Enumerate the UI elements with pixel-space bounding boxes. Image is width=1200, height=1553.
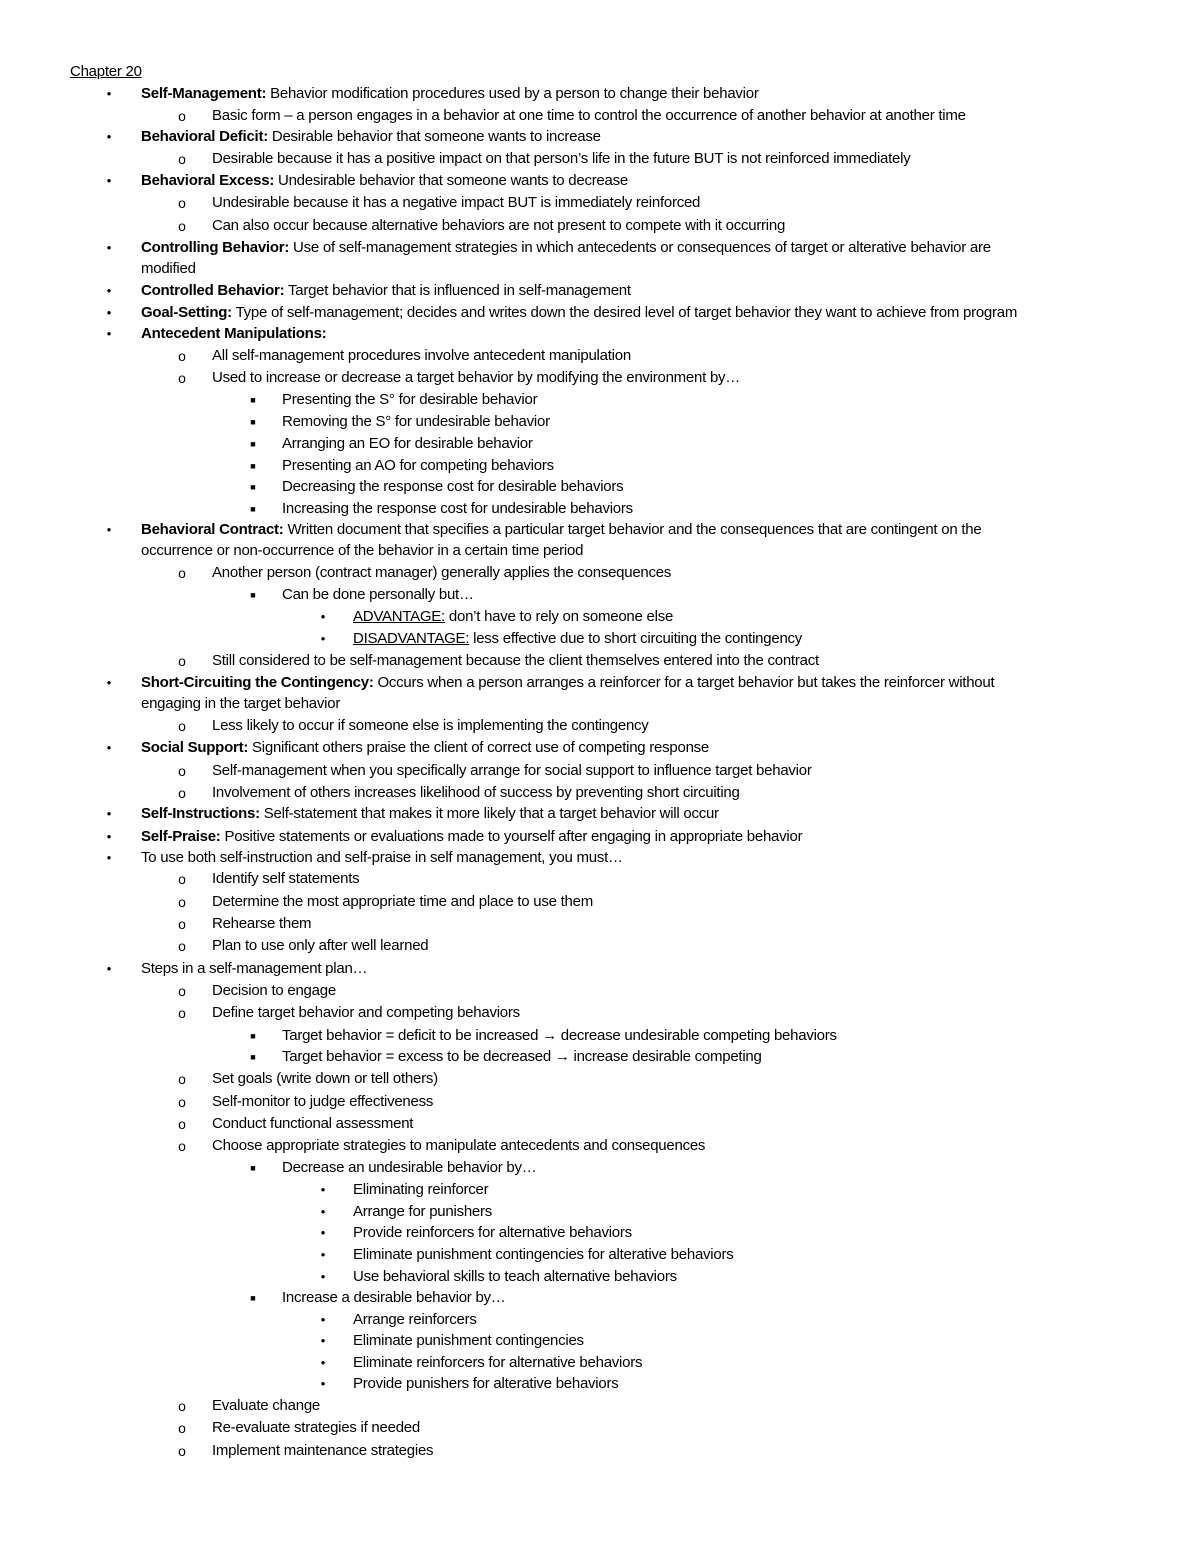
definition-text: occurrence or non-occurrence of the behavior in a certain time period <box>141 542 584 559</box>
list-item-text <box>141 281 631 301</box>
definition-text: Behavior modification procedures used by a person to change their behavior <box>266 85 759 102</box>
list-item-text <box>212 563 671 583</box>
bullet-marker: ■ <box>250 439 256 449</box>
definition-text: Define target behavior and competing behaviors <box>212 1004 520 1021</box>
bullet-marker: o <box>178 1420 186 1436</box>
bullet-marker: o <box>178 983 186 999</box>
bullet-marker: o <box>178 1116 186 1132</box>
bullet-marker: • <box>320 1312 326 1327</box>
definition-text: Self-monitor to judge effectiveness <box>212 1093 434 1110</box>
definition-text: Rehearse them <box>212 915 312 932</box>
list-item-text <box>141 541 583 561</box>
definition-text: Use of self-management strategies in which antecedents or consequences of target or alterative behavior are <box>289 239 991 256</box>
definition-text: Can also occur because alternative behaviors are not present to compete with it occurring <box>212 217 786 234</box>
definition-text: Plan to use only after well learned <box>212 937 429 954</box>
definition-text: Presenting an AO for competing behaviors <box>282 457 554 474</box>
list-item-text <box>353 1180 488 1200</box>
list-item-text <box>282 412 550 432</box>
term-label: Social Support: <box>141 739 249 756</box>
bullet-marker: o <box>178 871 186 887</box>
list-item-text <box>141 673 994 693</box>
bullet-marker: o <box>178 565 186 581</box>
list-item-text <box>212 1069 438 1089</box>
bullet-marker: • <box>106 522 112 537</box>
bullet-marker: o <box>178 938 186 954</box>
list-item-text <box>353 1223 632 1243</box>
definition-text: don’t have to rely on someone else <box>444 608 674 625</box>
list-item-text <box>212 1092 433 1112</box>
definition-text: Eliminate punishment contingencies <box>353 1332 584 1349</box>
bullet-marker: o <box>178 218 186 234</box>
definition-text: Self-management when you specifically arrange for social support to influence target behavior <box>212 762 812 779</box>
list-item-text <box>212 869 359 889</box>
term-label: Short-Circuiting the Contingency: <box>141 674 374 691</box>
bullet-marker: • <box>320 1247 326 1262</box>
definition-text: Target behavior = deficit to be increased → decrease undesirable competing behaviors <box>282 1027 837 1044</box>
list-item-text <box>141 959 367 979</box>
definition-text: Self-statement that makes it more likely that a target behavior will occur <box>259 805 719 822</box>
definition-text: Undesirable behavior that someone wants to decrease <box>274 172 628 189</box>
bullet-marker: • <box>106 675 112 690</box>
definition-text: Decrease an undesirable behavior by… <box>282 1159 537 1176</box>
definition-text: Choose appropriate strategies to manipulate antecedents and consequences <box>212 1137 706 1154</box>
definition-text: Still considered to be self-management because the client themselves entered into the contract <box>212 652 819 669</box>
bullet-marker: o <box>178 370 186 386</box>
list-item-text <box>141 171 628 191</box>
list-item-text <box>70 62 142 82</box>
bullet-marker: ■ <box>250 590 256 600</box>
bullet-marker: • <box>106 850 112 865</box>
term-label: Controlling Behavior: <box>141 239 290 256</box>
list-item-text <box>212 892 593 912</box>
bullet-marker: o <box>178 108 186 124</box>
list-item-text <box>353 1267 677 1287</box>
definition-text: Arrange for punishers <box>353 1203 492 1220</box>
bullet-marker: o <box>178 718 186 734</box>
bullet-marker: o <box>178 151 186 167</box>
list-item-text <box>282 390 537 410</box>
definition-text: To use both self-instruction and self-praise in self management, you must… <box>141 849 623 866</box>
bullet-marker: o <box>178 348 186 364</box>
list-item-text <box>212 106 966 126</box>
list-item-text <box>282 1047 762 1067</box>
list-item-text <box>282 477 623 497</box>
list-item-text <box>282 1288 506 1308</box>
definition-text: Target behavior that is influenced in self-management <box>284 282 631 299</box>
definition-text: Provide reinforcers for alternative behaviors <box>353 1224 632 1241</box>
bullet-marker: ■ <box>250 395 256 405</box>
list-item-text <box>141 238 991 258</box>
definition-text: Set goals (write down or tell others) <box>212 1070 438 1087</box>
list-item-text <box>282 1158 537 1178</box>
term-label: Behavioral Deficit: <box>141 128 268 145</box>
bullet-marker: o <box>178 1094 186 1110</box>
definition-text: less effective due to short circuiting the contingency <box>469 630 803 647</box>
list-item-text <box>212 981 336 1001</box>
bullet-marker: • <box>320 1376 326 1391</box>
definition-text: Implement maintenance strategies <box>212 1442 434 1459</box>
list-item-text <box>353 1331 584 1351</box>
term-label: Self-Praise: <box>141 828 221 845</box>
term-label: DISADVANTAGE: <box>353 630 470 647</box>
list-item-text <box>212 1114 413 1134</box>
bullet-marker: • <box>106 240 112 255</box>
definition-text: Positive statements or evaluations made to yourself after engaging in appropriate behavior <box>220 828 803 845</box>
definition-text: Another person (contract manager) generally applies the consequences <box>212 564 672 581</box>
bullet-marker: ■ <box>250 417 256 427</box>
list-item-text <box>282 499 633 519</box>
bullet-marker: o <box>178 763 186 779</box>
bullet-marker: ■ <box>250 504 256 514</box>
list-item-text <box>141 520 981 540</box>
list-item-text <box>353 607 673 627</box>
bullet-marker: • <box>106 305 112 320</box>
bullet-marker: • <box>320 1182 326 1197</box>
definition-text: Chapter 20 <box>70 63 142 80</box>
bullet-marker: ■ <box>250 482 256 492</box>
list-item-text <box>353 629 802 649</box>
bullet-marker: o <box>178 195 186 211</box>
list-item-text <box>212 1418 420 1438</box>
bullet-marker: o <box>178 1138 186 1154</box>
definition-text: Involvement of others increases likelihood of success by preventing short circuiting <box>212 784 740 801</box>
definition-text: All self-management procedures involve antecedent manipulation <box>212 347 631 364</box>
list-item-text <box>282 434 533 454</box>
list-item-text <box>212 1396 320 1416</box>
definition-text: Written document that specifies a particular target behavior and the consequences that are contingent on the <box>283 521 982 538</box>
term-label: Goal-Setting: <box>141 304 232 321</box>
bullet-marker: • <box>320 1225 326 1240</box>
definition-text: Less likely to occur if someone else is implementing the contingency <box>212 717 649 734</box>
bullet-marker: • <box>106 829 112 844</box>
list-item-text <box>212 1136 705 1156</box>
definition-text: Type of self-management; decides and writes down the desired level of target behavior they want to achieve from program <box>231 304 1018 321</box>
bullet-marker: o <box>178 1443 186 1459</box>
definition-text: Desirable behavior that someone wants to increase <box>267 128 601 145</box>
definition-text: Can be done personally but… <box>282 586 474 603</box>
bullet-marker: • <box>106 283 112 298</box>
bullet-marker: • <box>106 740 112 755</box>
term-label: Behavioral Excess: <box>141 172 275 189</box>
list-item-text <box>212 216 785 236</box>
list-item-text <box>353 1374 618 1394</box>
term-label: ADVANTAGE: <box>353 608 445 625</box>
bullet-marker: • <box>106 806 112 821</box>
list-item-text <box>141 804 719 824</box>
list-item-text <box>141 127 601 147</box>
bullet-marker: ■ <box>250 1052 256 1062</box>
definition-text: Used to increase or decrease a target behavior by modifying the environment by… <box>212 369 741 386</box>
list-item-text <box>212 783 740 803</box>
list-item-text <box>141 694 340 714</box>
definition-text: Arranging an EO for desirable behavior <box>282 435 533 452</box>
term-label: Behavioral Contract: <box>141 521 284 538</box>
bullet-marker: • <box>320 1333 326 1348</box>
bullet-marker: o <box>178 894 186 910</box>
list-item-text <box>282 1026 837 1046</box>
list-item-text <box>212 651 819 671</box>
list-item-text <box>141 827 802 847</box>
bullet-marker: • <box>106 86 112 101</box>
bullet-marker: • <box>320 1355 326 1370</box>
definition-text: Determine the most appropriate time and place to use them <box>212 893 593 910</box>
list-item-text <box>141 738 709 758</box>
definition-text: Evaluate change <box>212 1397 321 1414</box>
definition-text: Use behavioral skills to teach alternative behaviors <box>353 1268 677 1285</box>
term-label: Self-Instructions: <box>141 805 260 822</box>
bullet-marker: • <box>106 326 112 341</box>
definition-text: Eliminate punishment contingencies for alterative behaviors <box>353 1246 734 1263</box>
list-item-text <box>353 1353 642 1373</box>
bullet-marker: • <box>320 609 326 624</box>
list-item-text <box>212 368 740 388</box>
definition-text: Occurs when a person arranges a reinforcer for a target behavior but takes the reinforcer without <box>373 674 995 691</box>
list-item-text <box>212 1003 520 1023</box>
bullet-marker: • <box>320 1204 326 1219</box>
list-item-text <box>212 761 812 781</box>
definition-text: Significant others praise the client of correct use of competing response <box>248 739 710 756</box>
definition-text: Decreasing the response cost for desirable behaviors <box>282 478 624 495</box>
bullet-marker: • <box>320 631 326 646</box>
bullet-marker: o <box>178 653 186 669</box>
list-item-text <box>353 1202 492 1222</box>
term-label: Self-Management: <box>141 85 267 102</box>
bullet-marker: o <box>178 785 186 801</box>
definition-text: Presenting the S° for desirable behavior <box>282 391 538 408</box>
list-item-text <box>212 193 700 213</box>
list-item-text <box>212 346 631 366</box>
definition-text: Arrange reinforcers <box>353 1311 477 1328</box>
bullet-marker: • <box>106 129 112 144</box>
definition-text: Increase a desirable behavior by… <box>282 1289 506 1306</box>
definition-text: Steps in a self-management plan… <box>141 960 368 977</box>
definition-text: Re-evaluate strategies if needed <box>212 1419 420 1436</box>
bullet-marker: ■ <box>250 1031 256 1041</box>
list-item-text <box>141 848 623 868</box>
list-item-text <box>282 585 474 605</box>
list-item-text <box>212 936 428 956</box>
definition-text: Provide punishers for alterative behaviors <box>353 1375 619 1392</box>
bullet-marker: • <box>320 1269 326 1284</box>
definition-text: Undesirable because it has a negative impact BUT is immediately reinforced <box>212 194 701 211</box>
list-item-text <box>353 1245 733 1265</box>
definition-text: Eliminate reinforcers for alternative behaviors <box>353 1354 643 1371</box>
list-item-text <box>212 1441 433 1461</box>
list-item-text <box>353 1310 477 1330</box>
list-item-text <box>282 456 554 476</box>
bullet-marker: o <box>178 1005 186 1021</box>
bullet-marker: • <box>106 173 112 188</box>
bullet-marker: ■ <box>250 1163 256 1173</box>
list-item-text <box>141 259 196 279</box>
list-item-text <box>141 84 759 104</box>
list-item-text <box>212 914 311 934</box>
definition-text: Eliminating reinforcer <box>353 1181 489 1198</box>
term-label: Antecedent Manipulations: <box>141 325 327 342</box>
bullet-marker: • <box>106 961 112 976</box>
definition-text: Decision to engage <box>212 982 336 999</box>
definition-text: Removing the S° for undesirable behavior <box>282 413 550 430</box>
definition-text: Basic form – a person engages in a behavior at one time to control the occurrence of another behavior at another time <box>212 107 966 124</box>
bullet-marker: ■ <box>250 1293 256 1303</box>
bullet-marker: ■ <box>250 461 256 471</box>
list-item-text <box>141 303 1017 323</box>
bullet-marker: o <box>178 1071 186 1087</box>
definition-text: Target behavior = excess to be decreased → increase desirable competing <box>282 1048 762 1065</box>
definition-text: Increasing the response cost for undesirable behaviors <box>282 500 633 517</box>
definition-text: engaging in the target behavior <box>141 695 341 712</box>
definition-text: modified <box>141 260 196 277</box>
bullet-marker: o <box>178 916 186 932</box>
definition-text: Desirable because it has a positive impact on that person’s life in the future BUT is not reinforced immediately <box>212 150 911 167</box>
list-item-text <box>212 716 649 736</box>
definition-text: Identify self statements <box>212 870 360 887</box>
definition-text: Conduct functional assessment <box>212 1115 414 1132</box>
list-item-text <box>141 324 326 344</box>
term-label: Controlled Behavior: <box>141 282 285 299</box>
bullet-marker: o <box>178 1398 186 1414</box>
list-item-text <box>212 149 910 169</box>
